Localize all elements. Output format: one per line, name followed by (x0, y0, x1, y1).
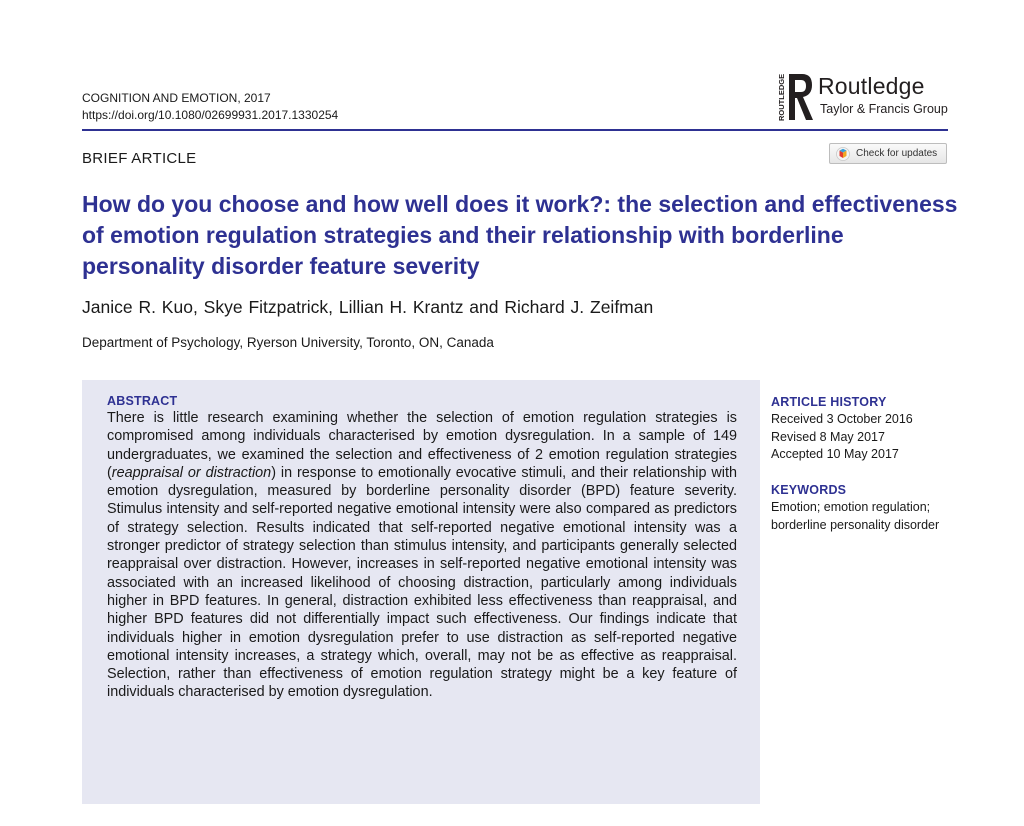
publisher-vertical-label: ROUTLEDGE (777, 73, 786, 121)
accepted-date: Accepted 10 May 2017 (771, 447, 899, 461)
abstract-text-part-1: There is little research examining whether the selection of emotion regulation strategies is compromised among individuals characterised by emotion dysregulation. In a sample of 149 undergraduates, we examined the selection and effectiveness of 2 emotion regulation strategies ( (107, 410, 737, 481)
abstract-heading: ABSTRACT (107, 394, 178, 408)
author-affiliation: Department of Psychology, Ryerson University, Toronto, ON, Canada (82, 335, 494, 350)
check-for-updates-label: Check for updates (856, 148, 938, 159)
keywords-list: Emotion; emotion regulation; borderline personality disorder (771, 500, 940, 532)
routledge-logo-icon (775, 71, 815, 123)
abstract-text-italic: reappraisal or distraction (111, 464, 272, 481)
abstract-panel (82, 380, 760, 804)
publisher-logo (775, 71, 955, 127)
revised-date: Revised 8 May 2017 (771, 429, 885, 444)
journal-citation (82, 90, 338, 124)
keywords-section (771, 482, 971, 534)
publisher-group: Taylor & Francis Group (820, 102, 948, 116)
crossmark-icon (836, 147, 850, 161)
check-for-updates-button[interactable] (829, 143, 947, 164)
article-title: How do you choose and how well does it work?: the selection and effectiveness of emotion regulation strategies and their relationship with borderline personality disorder feature severity (82, 191, 958, 279)
keywords-heading: KEYWORDS (771, 483, 847, 497)
article-history (771, 394, 971, 464)
abstract-text (107, 409, 737, 702)
article-type: BRIEF ARTICLE (82, 150, 197, 167)
journal-name: COGNITION AND EMOTION, 2017 (82, 91, 271, 105)
abstract-text-part-2: ) in response to emotionally evocative stimuli, and their relationship with emotion dysregulation, measured by borderline personality disorder (BPD) feature severity. Stimulus intensity and self-reported negative emotional intensity were also compared as predictors of strategy selection. Results indicated that self-reported negative emotional intensity was a stronger predictor of strategy selection than stimulus intensity, and participants generally selected reappraisal over distraction. However, increases in self-reported negative emotional intensity was associated with an increased likelihood of choosing distraction, particularly among individuals higher in BPD features. In general, distraction exhibited less effectiveness than reappraisal, and higher BPD features did not differentially impact such effectiveness. Our findings indicate that individuals higher in emotion dysregulation prefer to use distraction as self-reported negative emotional intensity increases, a strategy which, overall, may not be as effective as reappraisal. Selection, rather than effectiveness of emotion regulation strategy might be a key feature of individuals characterised by emotion dysregulation. (107, 464, 737, 701)
author-list: Janice R. Kuo, Skye Fitzpatrick, Lillian H. Krantz and Richard J. Zeifman (82, 297, 654, 317)
article-history-heading: ARTICLE HISTORY (771, 395, 887, 409)
header-divider (82, 129, 948, 131)
doi-link[interactable]: https://doi.org/10.1080/02699931.2017.1330254 (82, 108, 339, 122)
publisher-name: Routledge (818, 73, 925, 99)
received-date: Received 3 October 2016 (771, 412, 913, 426)
